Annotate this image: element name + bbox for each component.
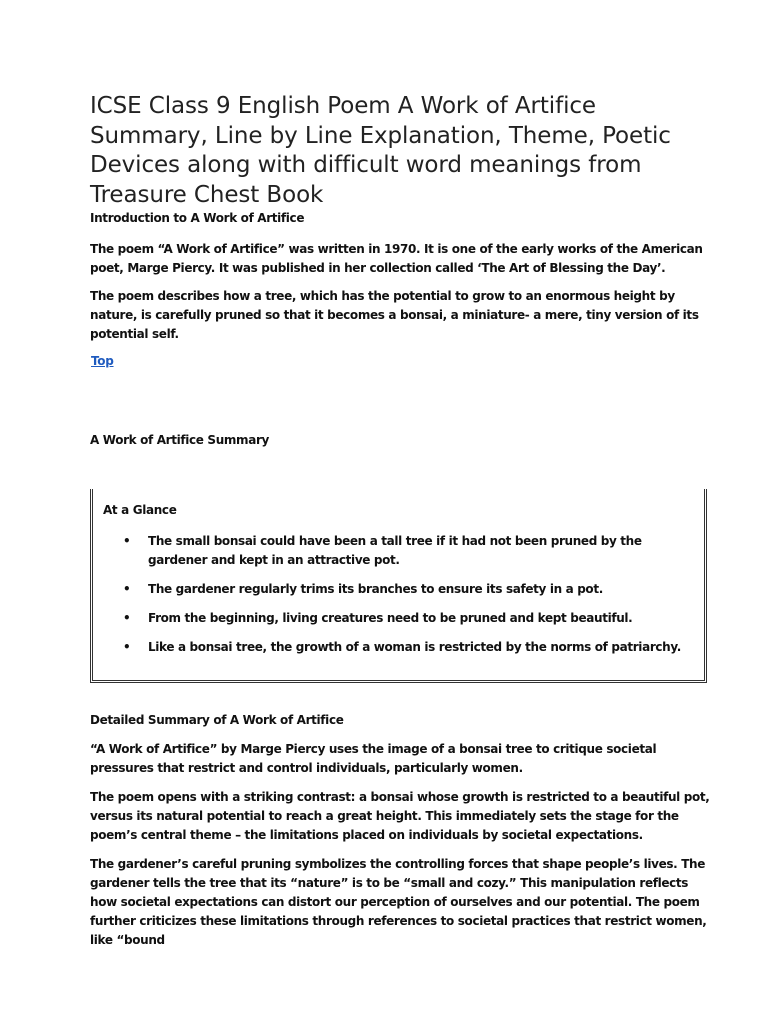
list-item <box>93 580 693 599</box>
top-link[interactable]: Top <box>91 354 114 368</box>
detailed-paragraph-2: The poem opens with a striking contrast: a bonsai whose growth is restricted to a beautiful pot, versus its natural potential to reach a great height. This immediately sets the stage for the poem’s central theme – the limitations placed on individuals by societal expectations. <box>90 790 710 842</box>
list-item-text: The small bonsai could have been a tall tree if it had not been pruned by the gardener and kept in an attractive pot. <box>148 534 642 567</box>
list-item <box>93 638 693 657</box>
detailed-paragraph-3: The gardener’s careful pruning symbolizes the controlling forces that shape people’s lives. The gardener tells the tree that its “nature” is to be “small and cozy.” This manipulation reflects how societal expectations can distort our perception of ourselves and our potential. The poem further criticizes these limitations through references to societal practices that restrict women, like “bound <box>90 857 707 947</box>
glance-list <box>93 532 693 667</box>
bullet-icon: • <box>123 611 131 625</box>
intro-paragraph-1: The poem “A Work of Artifice” was written in 1970. It is one of the early works of the American poet, Marge Piercy. It was published in her collection called ‘The Art of Blessing the Day’. <box>90 242 703 275</box>
bullet-icon: • <box>123 534 131 548</box>
at-a-glance-box <box>90 489 707 683</box>
bullet-icon: • <box>123 640 131 654</box>
intro-heading: Introduction to A Work of Artifice <box>90 211 305 225</box>
glance-title: At a Glance <box>103 503 177 517</box>
summary-heading: A Work of Artifice Summary <box>90 433 269 447</box>
list-item-text: From the beginning, living creatures need to be pruned and kept beautiful. <box>148 611 633 625</box>
page-title: ICSE Class 9 English Poem A Work of Artifice Summary, Line by Line Explanation, Theme, Poetic Devices along with difficult word meanings from Treasure Chest Book <box>90 93 671 208</box>
list-item <box>93 609 693 628</box>
bullet-icon: • <box>123 582 131 596</box>
list-item <box>93 532 693 570</box>
detailed-summary-heading: Detailed Summary of A Work of Artifice <box>90 713 344 727</box>
list-item-text: Like a bonsai tree, the growth of a woman is restricted by the norms of patriarchy. <box>148 640 681 654</box>
intro-paragraph-2: The poem describes how a tree, which has the potential to grow to an enormous height by nature, is carefully pruned so that it becomes a bonsai, a miniature- a mere, tiny version of its potential self. <box>90 289 699 341</box>
list-item-text: The gardener regularly trims its branches to ensure its safety in a pot. <box>148 582 603 596</box>
detailed-paragraph-1: “A Work of Artifice” by Marge Piercy uses the image of a bonsai tree to critique societal pressures that restrict and control individuals, particularly women. <box>90 742 657 775</box>
